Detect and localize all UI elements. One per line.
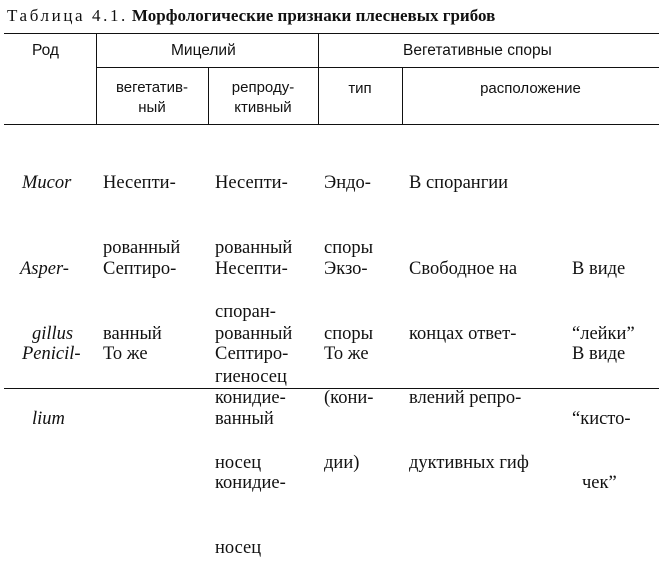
header-genus: Род xyxy=(32,42,59,59)
cell-line: рованный xyxy=(215,323,293,344)
cell-line: концах ответ- xyxy=(409,323,517,344)
cell-line: носец xyxy=(215,537,262,558)
header-vegetative-spores: Вегетативные споры xyxy=(403,42,552,59)
cell-line: В виде xyxy=(572,259,626,279)
cell-line: “лейки” xyxy=(572,323,635,344)
row-mucor-location xyxy=(409,130,508,216)
cell-line: влений репро- xyxy=(409,388,522,408)
genus-line: gillus xyxy=(32,323,74,344)
cell-line: конидие- xyxy=(215,473,286,493)
cell-line: “кисто- xyxy=(572,408,631,429)
cell-line: Эндо- xyxy=(324,173,371,193)
cell-line: Экзо- xyxy=(324,259,368,279)
cell-line: споран- xyxy=(215,302,276,322)
header-reproductive-line: ктивный xyxy=(234,99,292,116)
header-reproductive xyxy=(208,78,318,118)
cell-line: споры xyxy=(324,237,374,258)
header-vegetative xyxy=(96,78,208,118)
cell-line: То же xyxy=(324,344,369,364)
cell-line: То же xyxy=(103,344,148,364)
header-bottom-rule xyxy=(4,124,659,125)
cell-line: рованный xyxy=(103,237,181,258)
cell-line: Несепти- xyxy=(103,173,176,193)
subheader-rule xyxy=(96,67,659,68)
cell-line: Несепти- xyxy=(215,173,288,193)
cell-line: конидие- xyxy=(215,388,286,408)
top-rule xyxy=(4,33,659,34)
row-penicillium-type xyxy=(324,301,369,387)
genus-line: Asper- xyxy=(20,259,69,279)
cell-line: рованный xyxy=(215,237,293,258)
header-mycelium: Мицелий xyxy=(171,42,236,59)
cell-line: гиеносец xyxy=(215,366,287,387)
cell-line: (кони- xyxy=(324,388,374,408)
table-title: Морфологические признаки плесневых грибов xyxy=(131,6,496,25)
cell-line: ванный xyxy=(215,408,274,429)
row-penicillium-form xyxy=(572,301,631,516)
row-mucor-genus xyxy=(22,130,71,216)
cell-line: Несепти- xyxy=(215,259,288,279)
row-penicillium-genus xyxy=(22,301,81,452)
header-reproductive-line: репроду- xyxy=(231,79,295,96)
cell-line: дии) xyxy=(324,452,360,473)
genus-line: Penicil- xyxy=(22,344,81,364)
row-penicillium-vegetative xyxy=(103,301,148,387)
cell-line: В спорангии xyxy=(409,173,509,193)
cell-line: дуктивных гиф xyxy=(409,452,529,473)
cell-line: Септиро- xyxy=(103,259,177,279)
cell-line: Свободное на xyxy=(409,259,518,279)
table-number: Таблица 4.1. xyxy=(7,6,128,25)
table-caption xyxy=(7,6,495,26)
cell-line: ванный xyxy=(103,323,162,344)
cell-line: носец xyxy=(215,452,262,473)
cell-line: споры xyxy=(324,323,374,344)
header-vegetative-line: вегетатив- xyxy=(115,79,189,96)
header-vegetative-line: ный xyxy=(138,99,166,116)
genus-line: lium xyxy=(32,408,65,429)
header-type: тип xyxy=(348,80,372,97)
cell-line: Септиро- xyxy=(215,344,289,364)
row-aspergillus-location xyxy=(409,216,529,496)
cell-line: чек” xyxy=(582,473,617,493)
row-penicillium-reproductive xyxy=(215,301,288,581)
genus-line: Mucor xyxy=(22,173,72,193)
header-location: расположение xyxy=(480,80,581,97)
cell-line: В виде xyxy=(572,344,626,364)
